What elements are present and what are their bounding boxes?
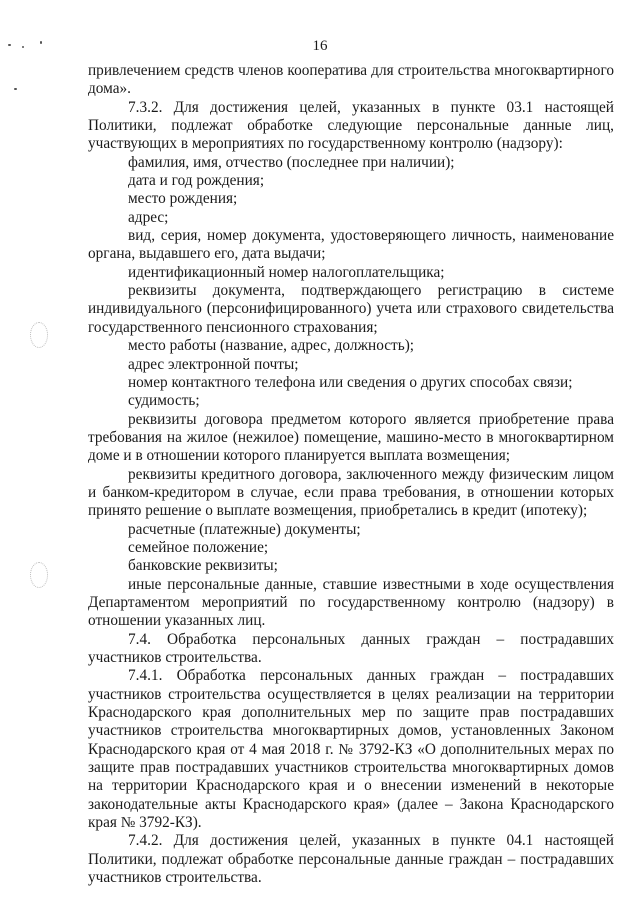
page-number: 16 [312,38,328,54]
list-item-address: адрес; [128,208,169,226]
scan-speck [22,46,24,48]
paragraph-7-4-2: 7.4.2. Для достижения целей, указанных в пункте 04.1 настоящей Политики, подлежат обработке персональные данные граждан – пострадавших участников строительства. [88,832,614,887]
paragraph-7-4-1: 7.4.1. Обработка персональных данных граждан – пострадавших участников строительства осуществляется в целях реализации на территории Краснодарского края дополнительных мер по защите прав пострадавших участников строительства многоквартирных домов, установленных Законом Краснодарского края от 4 мая 2018 г. № 3792-КЗ «О дополнительных мерах по защите прав пострадавших участников строительства многоквартирных домов на территории Краснодарского края и о внесении изменений в некоторые законодательные акты Краснодарского края» (далее – Закона Краснодарского края № 3792-КЗ). [88,667,614,832]
list-item-email: адрес электронной почты; [128,355,299,373]
paragraph-continuation: привлечением средств членов кооператива для строительства многоквартирного дома». [88,62,614,98]
list-item-credit-agreement: реквизиты кредитного договора, заключенного между физическим лицом и банком-кредитором в случае, если права требования, в отношении которых принято решение о выплате возмещения, приобретались в кредит (ипотеку); [88,465,614,520]
list-item-phone: номер контактного телефона или сведения о других способах связи; [128,373,573,391]
punch-hole-shadow [30,322,48,348]
list-item-birth-place: место рождения; [128,190,238,208]
paragraph-7-4: 7.4. Обработка персональных данных граждан – пострадавших участников строительства. [88,630,614,666]
list-item-tax-number: идентификационный номер налогоплательщика; [128,263,445,281]
list-item-full-name: фамилия, имя, отчество (последнее при наличии); [128,153,455,171]
scan-speck [14,88,17,90]
list-item-payment-documents: расчетные (платежные) документы; [128,520,361,538]
paragraph-7-3-2: 7.3.2. Для достижения целей, указанных в пункте 03.1 настоящей Политики, подлежат обработке следующие персональные данные лиц, участвующих в мероприятиях по государственному контролю (надзору): [88,98,614,153]
scan-speck [8,44,11,46]
document-body [88,62,614,887]
list-item-workplace: место работы (название, адрес, должность); [128,337,415,355]
punch-hole-shadow [30,562,48,588]
list-item-contract-details: реквизиты договора предметом которого является приобретение права требования на жилое (нежилое) помещение, машино-место в многоквартирном доме и в отношении которого планируется выплата возмещения; [88,410,614,465]
list-item-birth-date: дата и год рождения; [128,172,265,190]
list-item-pension-registration: реквизиты документа, подтверждающего регистрацию в системе индивидуального (персонифицированного) учета или страхового свидетельства государственного пенсионного страхования; [88,282,614,336]
list-item-bank-details: банковские реквизиты; [128,557,278,575]
scan-speck [40,41,42,44]
list-item-marital-status: семейное положение; [128,538,269,556]
list-item-identity-document: вид, серия, номер документа, удостоверяющего личность, наименование органа, выдавшего его, дата выдачи; [88,227,614,263]
list-item-other-data: иные персональные данные, ставшие известными в ходе осуществления Департаментом мероприятий по государственному контролю (надзору) в отношении указанных лиц. [88,575,614,630]
list-item-criminal-record: судимость; [128,392,200,410]
